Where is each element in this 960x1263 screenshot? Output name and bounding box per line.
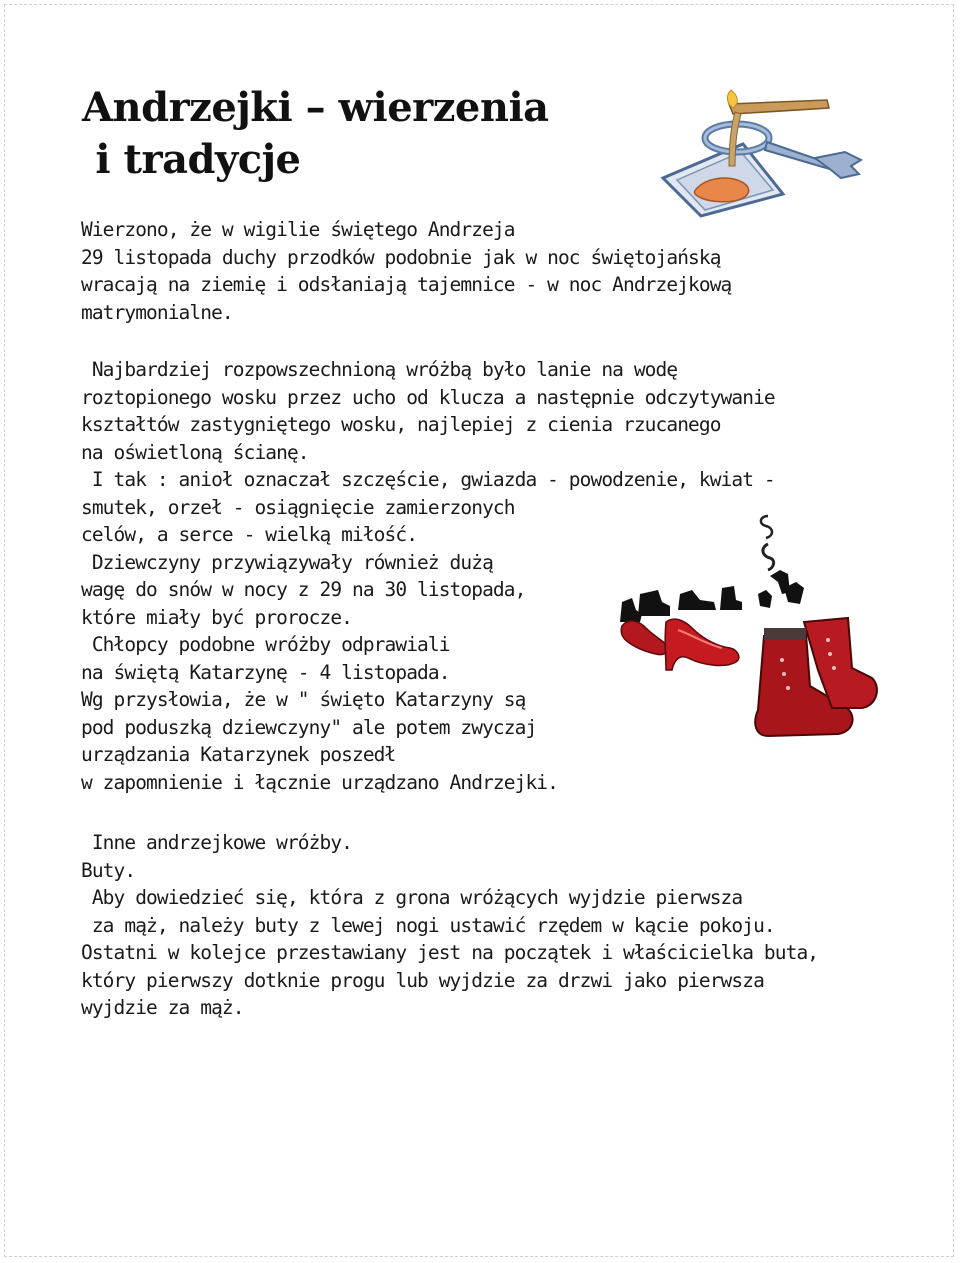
text-line: Najbardziej rozpowszechnioną wróżbą było lanie na wodę [81, 358, 678, 381]
text-line: I tak : anioł oznaczał szczęście, gwiazda - powodzenie, kwiat - [81, 468, 775, 491]
title-line-1: Andrzejki – wierzenia [82, 84, 549, 131]
text-line: na oświetloną ścianę. [81, 440, 309, 464]
text-line: kształtów zastygniętego wosku, najlepiej z cienia rzucanego [81, 413, 721, 436]
key-wax-candle-illustration [655, 86, 870, 218]
text-line: roztopionego wosku przez ucho od klucza a następnie odczytywanie [81, 385, 775, 409]
text-line: Ostatni w kolejce przestawiany jest na początek i właścicielka buta, [81, 941, 819, 964]
intro-paragraph [81, 216, 731, 326]
text-line: Wierzono, że w wigilie świętego Andrzeja [81, 218, 515, 241]
text-line: wyjdzie za mąż. [81, 996, 244, 1019]
text-line: Aby dowiedzieć się, która z grona wróżących wyjdzie pierwsza [81, 886, 743, 909]
text-line: za mąż, należy buty z lewej nogi ustawić rzędem w kącie pokoju. [81, 913, 775, 937]
text-line: Buty. [81, 858, 136, 882]
text-line: Inne andrzejkowe wróżby. [81, 831, 352, 854]
text-line: wracają na ziemię i odsłaniają tajemnice - w noc Andrzejkową [81, 273, 732, 296]
text-line: który pierwszy dotknie progu lub wyjdzie za drzwi jako pierwsza [81, 968, 764, 992]
text-line: wagę do snów w nocy z 29 na 30 listopada, [81, 578, 526, 601]
text-line: na świętą Katarzynę - 4 listopada. [81, 660, 450, 684]
text-line: które miały być prorocze. [81, 605, 352, 629]
text-line: smutek, orzeł - osiągnięcie zamierzonych [81, 495, 515, 519]
text-line: w zapomnienie i łącznie urządzano Andrzejki. [81, 770, 558, 794]
text-line: celów, a serce - wielką miłość. [81, 523, 418, 546]
other-fortunes-paragraph [81, 829, 818, 1022]
text-line: pod poduszką dziewczyny" ale potem zwyczaj [81, 715, 537, 739]
page-title [82, 82, 549, 186]
text-line: 29 listopada duchy przodków podobnie jak w noc świętojańską [81, 245, 721, 269]
text-line: Chłopcy podobne wróżby odprawiali [81, 633, 450, 656]
text-line: urządzania Katarzynek poszedł [81, 743, 396, 766]
title-line-2: i tradycje [82, 136, 301, 183]
text-line: matrymonialne. [81, 300, 233, 324]
shoes-illustration [618, 510, 880, 752]
text-line: Dziewczyny przywiązywały również dużą [81, 550, 493, 574]
text-line: Wg przysłowia, że w " święto Katarzyny są [81, 688, 526, 711]
